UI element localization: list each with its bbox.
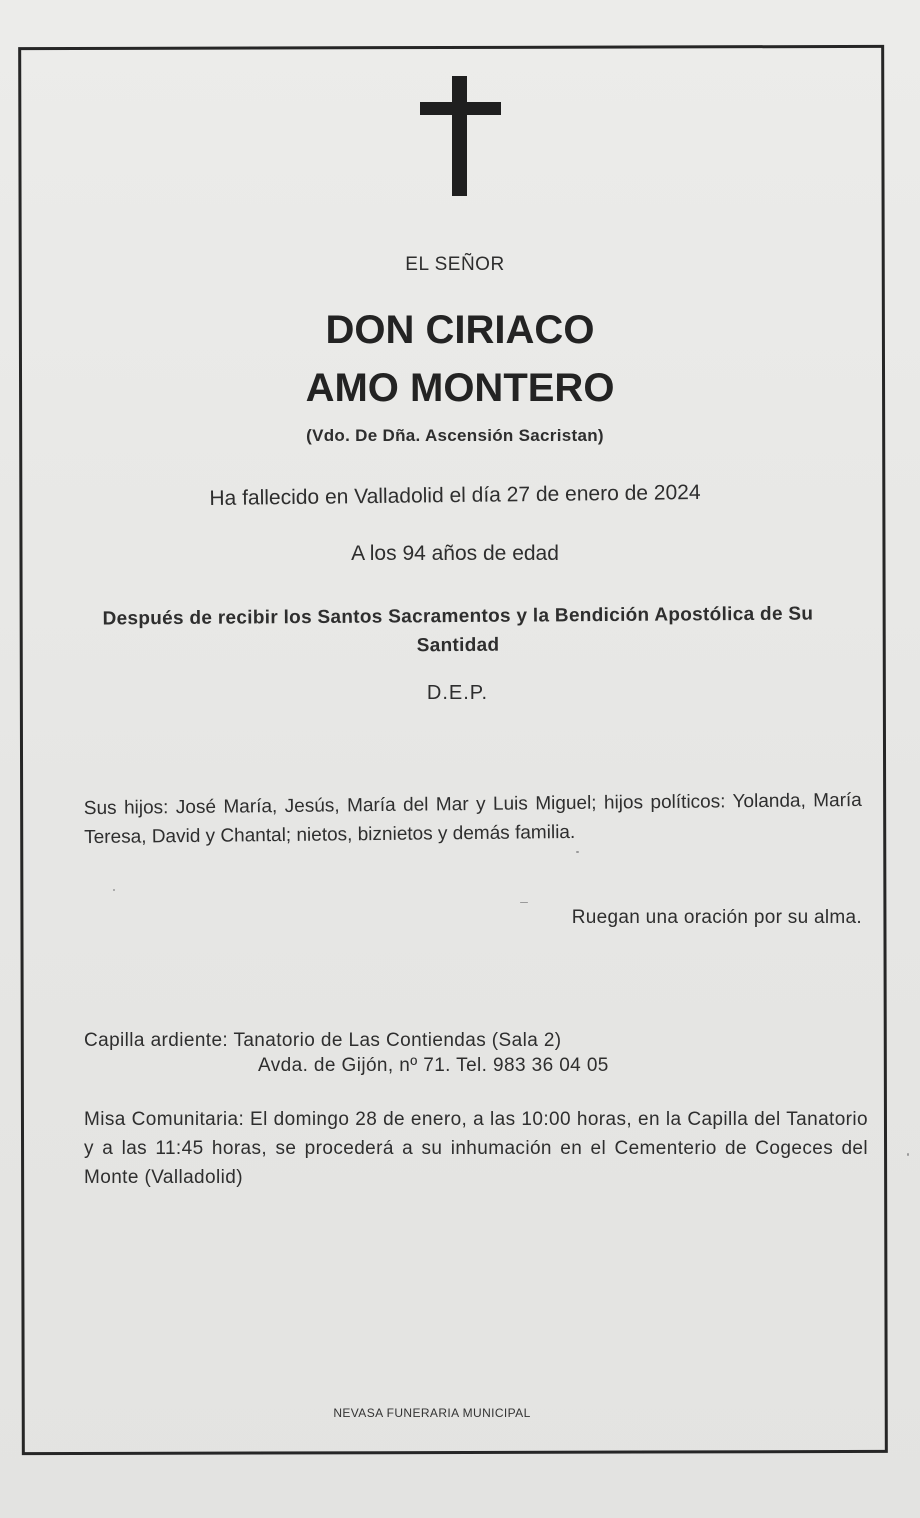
funeral-home-footer: NEVASA FUNERARIA MUNICIPAL — [333, 1406, 531, 1420]
paper-speck — [907, 1153, 909, 1156]
title-prefix: EL SEÑOR — [405, 254, 505, 275]
prayer-request: Ruegan una oración por su alma. — [571, 907, 862, 928]
family-paragraph: Sus hijos: José María, Jesús, María del Mar y Luis Miguel; hijos políticos: Yolanda, María Teresa, David y Chantal; nietos, biznietos y demás familia. — [83, 789, 862, 849]
mass-paragraph: Misa Comunitaria: El domingo 28 de enero, a las 10:00 horas, en la Capilla del Tanatorio y a las 11:45 horas, se procederá a su inhumación en el Cementerio de Cogeces del Monte (Valladolid) — [84, 1109, 868, 1188]
widower-note: (Vdo. De Dña. Ascensión Sacristan) — [306, 426, 604, 445]
cross-vertical-bar — [452, 76, 467, 196]
cross-horizontal-bar — [420, 102, 501, 115]
paper-speck — [113, 889, 115, 891]
chapel-line-2: Avda. de Gijón, nº 71. Tel. 983 36 04 05 — [258, 1055, 609, 1076]
deceased-name-line1: DON CIRIACO — [325, 308, 595, 352]
age-statement: A los 94 años de edad — [351, 542, 559, 565]
rip-text: D.E.P. — [426, 682, 489, 704]
paper-speck — [520, 902, 528, 903]
chapel-line-1: Capilla ardiente: Tanatorio de Las Contiendas (Sala 2) — [84, 1030, 562, 1051]
deceased-name-line2: AMO MONTERO — [305, 366, 615, 410]
sacraments-statement: Después de recibir los Santos Sacramentos y la Bendición Apostólica de Su Santidad — [102, 603, 814, 657]
paper-speck — [576, 851, 579, 853]
death-statement: Ha fallecido en Valladolid el día 27 de enero de 2024 — [209, 481, 701, 510]
